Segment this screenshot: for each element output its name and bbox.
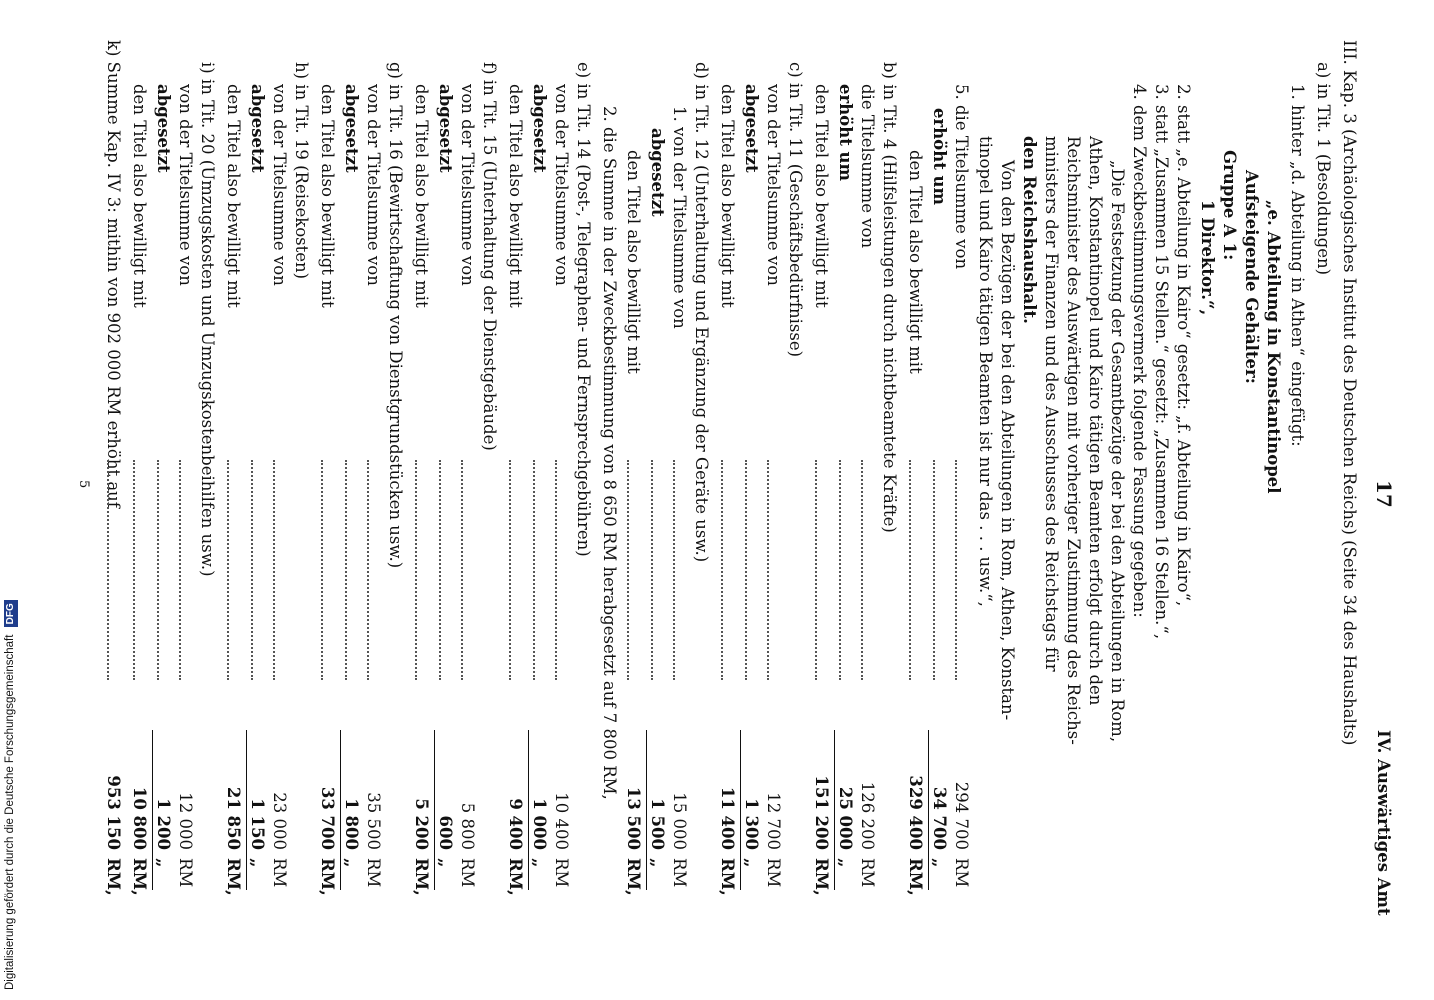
dot-leader bbox=[933, 460, 935, 680]
amount-value: 25 000 bbox=[836, 786, 855, 850]
text-line: den Titel also bewilligt mit bbox=[412, 84, 431, 308]
text-line: b) in Tit. 4 (Hilfsleistungen durch nichtbeamtete Kräfte) bbox=[880, 62, 899, 533]
sum-rule bbox=[834, 730, 835, 890]
text-line: den Titel also bewilligt mit bbox=[224, 84, 243, 308]
text-line: 5. die Titelsumme von bbox=[952, 84, 971, 270]
amount-unit: RM bbox=[764, 858, 783, 888]
dot-leader bbox=[745, 460, 747, 680]
amount-unit: RM, bbox=[412, 858, 431, 896]
dot-leader bbox=[627, 460, 629, 680]
sum-rule bbox=[528, 730, 529, 890]
text-line: abgesetzt bbox=[648, 128, 667, 217]
dot-leader bbox=[509, 460, 511, 680]
amount-unit: „ bbox=[248, 858, 267, 868]
text-line: abgesetzt bbox=[342, 84, 361, 173]
text-line: tinopel und Kairo tätigen Beamten ist nur das . . . usw.“, bbox=[976, 136, 995, 607]
sum-rule bbox=[152, 730, 153, 890]
dot-leader bbox=[533, 460, 535, 680]
text-line: den Titel also bewilligt mit bbox=[318, 84, 337, 308]
text-line: den Titel also bewilligt mit bbox=[624, 150, 643, 374]
text-line: III. Kap. 3 (Archäologisches Institut des Deutschen Reichs) (Seite 34 des Haushalts) bbox=[1340, 40, 1359, 746]
amount-value: 1 000 bbox=[530, 798, 549, 850]
amount-value: 1 500 bbox=[648, 798, 667, 850]
dfg-logo: DFG bbox=[4, 600, 18, 627]
dot-leader bbox=[439, 460, 441, 680]
text-line: i) in Tit. 20 (Umzugskosten und Umzugskostenbeihilfen usw.) bbox=[198, 62, 217, 577]
text-line: den Titel also bewilligt mit bbox=[906, 150, 925, 374]
amount-value: 11 400 bbox=[718, 786, 737, 850]
dot-leader bbox=[461, 460, 463, 680]
amount-unit: RM bbox=[552, 858, 571, 888]
amount-unit: RM bbox=[858, 858, 877, 888]
text-line: g) in Tit. 16 (Bewirtschaftung von Dienstgrundstücken usw.) bbox=[386, 62, 405, 569]
dot-leader bbox=[839, 460, 841, 680]
amount-value: 1 150 bbox=[248, 798, 267, 850]
dot-leader bbox=[367, 460, 369, 680]
amount-value: 10 800 bbox=[130, 786, 149, 850]
dot-leader bbox=[651, 460, 653, 680]
text-line: Reichsminister des Auswärtigen mit vorheriger Zustimmung des Reichs- bbox=[1064, 136, 1083, 745]
amount-unit: „ bbox=[436, 858, 455, 868]
sum-rule bbox=[928, 730, 929, 890]
text-line: erhöht um bbox=[836, 84, 855, 182]
dot-leader bbox=[721, 460, 723, 680]
footer-mark: 5 bbox=[76, 480, 91, 489]
sum-rule bbox=[434, 730, 435, 890]
amount-unit: „ bbox=[648, 858, 667, 868]
amount-value: 15 000 bbox=[670, 792, 689, 850]
funding-text: Digitalisierung gefördert durch die Deutsche Forschungsgemeinschaft bbox=[4, 634, 16, 990]
text-line: c) in Tit. 11 (Geschäftsbedürfnisse) bbox=[786, 62, 805, 358]
amount-unit: RM, bbox=[318, 858, 337, 896]
text-line: e) in Tit. 14 (Post-, Telegraphen- und Fernsprechgebühren) bbox=[574, 62, 593, 557]
amount-value: 12 700 bbox=[764, 792, 783, 850]
dot-leader bbox=[321, 460, 323, 680]
amount-unit: RM, bbox=[104, 858, 123, 896]
text-line: Athen, Konstantinopel und Kairo tätigen Beamten erfolgt durch den bbox=[1086, 136, 1105, 706]
amount-value: 953 150 bbox=[104, 775, 123, 850]
sum-rule bbox=[246, 730, 247, 890]
text-line: ministers der Finanzen und des Ausschusses des Reichstags für bbox=[1042, 136, 1061, 672]
amount-unit: RM, bbox=[624, 858, 643, 896]
amount-value: 10 400 bbox=[552, 792, 571, 850]
dot-leader bbox=[227, 460, 229, 680]
text-line: 2. die Summe in der Zweckbestimmung von 8 650 RM herabgesetzt auf 7 800 RM, bbox=[600, 106, 619, 800]
dot-leader bbox=[273, 460, 275, 680]
amount-unit: RM bbox=[364, 858, 383, 888]
amount-value: 126 200 bbox=[858, 781, 877, 850]
text-line: f) in Tit. 15 (Unterhaltung der Dienstgebäude) bbox=[480, 62, 499, 451]
amount-unit: RM bbox=[176, 858, 195, 888]
amount-unit: RM, bbox=[506, 858, 525, 896]
text-line: Von den Bezügen der bei den Abteilungen in Rom, Athen, Konstan- bbox=[998, 160, 1017, 721]
text-line: 1 Direktor.“, bbox=[1198, 200, 1217, 316]
dot-leader bbox=[179, 460, 181, 680]
amount-unit: RM bbox=[270, 858, 289, 888]
amount-unit: RM bbox=[670, 858, 689, 888]
amount-unit: „ bbox=[930, 858, 949, 868]
dot-leader bbox=[133, 460, 135, 680]
text-line: Aufsteigende Gehälter: bbox=[1242, 170, 1261, 384]
text-line: von der Titelsumme von bbox=[764, 84, 783, 286]
text-line: von der Titelsumme von bbox=[552, 84, 571, 286]
text-line: von der Titelsumme von bbox=[364, 84, 383, 286]
dot-leader bbox=[157, 460, 159, 680]
section-header: IV. Auswärtiges Amt bbox=[1374, 730, 1393, 916]
amount-value: 12 000 bbox=[176, 792, 195, 850]
text-line: Gruppe A 1: bbox=[1220, 150, 1239, 261]
text-line: die Titelsumme von bbox=[858, 84, 877, 249]
amount-unit: RM bbox=[458, 858, 477, 888]
amount-unit: RM, bbox=[224, 858, 243, 896]
text-line: von der Titelsumme von bbox=[270, 84, 289, 286]
text-line: den Titel also bewilligt mit bbox=[718, 84, 737, 308]
dot-leader bbox=[345, 460, 347, 680]
dot-leader bbox=[767, 460, 769, 680]
amount-unit: RM, bbox=[812, 858, 831, 896]
amount-value: 5 200 bbox=[412, 798, 431, 850]
amount-value: 13 500 bbox=[624, 786, 643, 850]
text-line: 1. von der Titelsumme von bbox=[670, 106, 689, 329]
text-line: den Titel also bewilligt mit bbox=[812, 84, 831, 308]
text-line: 2. statt „e. Abteilung in Kairo“ gesetzt: „f. Abteilung in Kairo“, bbox=[1174, 84, 1193, 607]
amount-unit: „ bbox=[530, 858, 549, 868]
text-line: „Die Festsetzung der Gesamtbezüge der bei den Abteilungen in Rom, bbox=[1108, 160, 1127, 743]
funding-note bbox=[3, 10, 17, 990]
page-number: 17 bbox=[1372, 480, 1396, 508]
dot-leader bbox=[555, 460, 557, 680]
dot-leader bbox=[955, 460, 957, 680]
text-line: k) Summe Kap. IV 3: mithin von 902 000 RM erhöht auf bbox=[104, 40, 123, 508]
text-line: abgesetzt bbox=[742, 84, 761, 173]
amount-unit: „ bbox=[342, 858, 361, 868]
dot-leader bbox=[815, 460, 817, 680]
amount-unit: RM, bbox=[906, 858, 925, 896]
document-page bbox=[76, 40, 1396, 930]
text-line: den Titel also bewilligt mit bbox=[130, 84, 149, 308]
amount-value: 1 200 bbox=[154, 798, 173, 850]
amount-value: 35 500 bbox=[364, 792, 383, 850]
text-line: 3. statt „Zusammen 15 Stellen.“ gesetzt: „Zusammen 16 Stellen.“, bbox=[1152, 84, 1171, 640]
text-line: a) in Tit. 1 (Besoldungen) bbox=[1314, 62, 1333, 276]
text-line: h) in Tit. 19 (Reisekosten) bbox=[292, 62, 311, 280]
amount-unit: RM, bbox=[130, 858, 149, 896]
text-line: den Reichshaushalt. bbox=[1020, 136, 1039, 324]
text-line: abgesetzt bbox=[530, 84, 549, 173]
sum-rule bbox=[740, 730, 741, 890]
dot-leader bbox=[415, 460, 417, 680]
amount-value: 9 400 bbox=[506, 798, 525, 850]
text-line: erhöht um bbox=[930, 108, 949, 206]
amount-unit: RM, bbox=[718, 858, 737, 896]
text-line: 4. dem Zweckbestimmungsvermerk folgende Fassung gegeben: bbox=[1130, 84, 1149, 618]
amount-unit: RM bbox=[952, 858, 971, 888]
amount-value: 151 200 bbox=[812, 775, 831, 850]
funding-sidebar bbox=[0, 0, 20, 1000]
amount-value: 5 800 bbox=[458, 802, 477, 850]
text-line: den Titel also bewilligt mit bbox=[506, 84, 525, 308]
text-line: 1. hinter „d. Abteilung in Athen“ eingefügt: bbox=[1288, 84, 1307, 447]
amount-value: 1 300 bbox=[742, 798, 761, 850]
text-line: von der Titelsumme von bbox=[458, 84, 477, 286]
dot-leader bbox=[107, 460, 109, 680]
sum-rule bbox=[646, 730, 647, 890]
text-line: von der Titelsumme von bbox=[176, 84, 195, 286]
text-line: „e. Abteilung in Konstantinopel bbox=[1264, 200, 1283, 494]
dot-leader bbox=[251, 460, 253, 680]
amount-value: 329 400 bbox=[906, 775, 925, 850]
amount-unit: „ bbox=[836, 858, 855, 868]
text-line: d) in Tit. 12 (Unterhaltung und Ergänzung der Geräte usw.) bbox=[692, 62, 711, 563]
amount-unit: „ bbox=[154, 858, 173, 868]
amount-value: 294 700 bbox=[952, 781, 971, 850]
amount-unit: „ bbox=[742, 858, 761, 868]
dot-leader bbox=[861, 460, 863, 680]
amount-value: 21 850 bbox=[224, 786, 243, 850]
text-line: abgesetzt bbox=[436, 84, 455, 173]
sum-rule bbox=[340, 730, 341, 890]
amount-value: 23 000 bbox=[270, 792, 289, 850]
amount-value: 1 800 bbox=[342, 798, 361, 850]
amount-value: 33 700 bbox=[318, 786, 337, 850]
amount-value: 600 bbox=[436, 815, 455, 850]
dot-leader bbox=[909, 460, 911, 680]
text-line: abgesetzt bbox=[154, 84, 173, 173]
text-line: abgesetzt bbox=[248, 84, 267, 173]
amount-value: 34 700 bbox=[930, 786, 949, 850]
dot-leader bbox=[673, 460, 675, 680]
